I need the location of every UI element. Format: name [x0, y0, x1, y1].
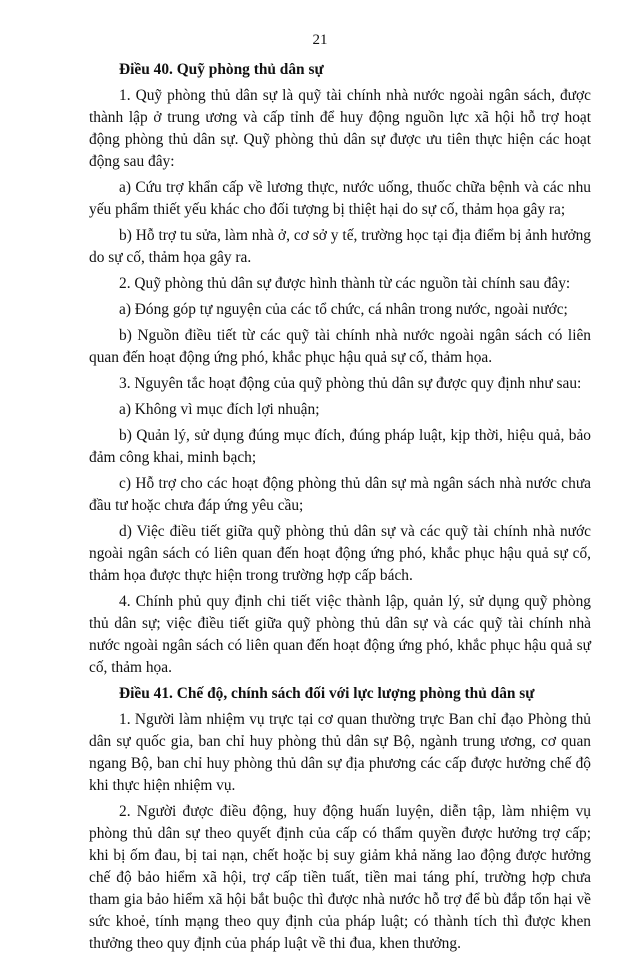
article-40-para-3d: d) Việc điều tiết giữa quỹ phòng thủ dân sự và các quỹ tài chính nhà nước ngoài ngân sách có liên quan đến hoạt động ứng phó, khắc phục hậu quả sự cố, thảm họa được thực hiện trong trường hợp cấp bách.: [89, 523, 591, 584]
article-40-para-1: 1. Quỹ phòng thủ dân sự là quỹ tài chính nhà nước ngoài ngân sách, được thành lập ở trung ương và cấp tỉnh để huy động nguồn lực xã hội hỗ trợ hoạt động phòng thủ dân sự. Quỹ phòng thủ dân sự được ưu tiên thực hiện các hoạt động sau đây:: [89, 87, 591, 170]
article-40-para-3: 3. Nguyên tắc hoạt động của quỹ phòng thủ dân sự được quy định như sau:: [119, 375, 582, 392]
document-body: [89, 59, 591, 959]
article-41-para-2: 2. Người được điều động, huy động huấn luyện, diễn tập, làm nhiệm vụ phòng thủ dân sự theo quyết định của cấp có thẩm quyền được hưởng trợ cấp; khi bị ốm đau, bị tai nạn, chết hoặc bị suy giảm khả năng lao động được hưởng chế độ bảo hiểm xã hội, trợ cấp tiền tuất, tiền mai táng phí, trường hợp chưa tham gia bảo hiểm xã hội bắt buộc thì được nhà nước hỗ trợ để bù đắp tổn hại về sức khoẻ, tính mạng theo quy định của pháp luật; có thành tích thì được khen thưởng theo quy định của pháp luật về thi đua, khen thưởng.: [89, 803, 591, 952]
article-40-para-1a: a) Cứu trợ khẩn cấp về lương thực, nước uống, thuốc chữa bệnh và các nhu yếu phẩm thiết yếu khác cho đối tượng bị thiệt hại do sự cố, thảm họa gây ra;: [89, 179, 591, 218]
article-40-para-4: 4. Chính phủ quy định chi tiết việc thành lập, quản lý, sử dụng quỹ phòng thủ dân sự; việc điều tiết giữa quỹ phòng thủ dân sự và các quỹ tài chính nhà nước ngoài ngân sách có liên quan đến hoạt động ứng phó, khắc phục hậu quả sự cố, thảm họa.: [89, 593, 591, 676]
article-40-para-2b: b) Nguồn điều tiết từ các quỹ tài chính nhà nước ngoài ngân sách có liên quan đến hoạt động ứng phó, khắc phục hậu quả sự cố, thảm họa.: [89, 327, 591, 366]
article-40-para-3b: b) Quản lý, sử dụng đúng mục đích, đúng pháp luật, kịp thời, hiệu quả, bảo đảm công khai, minh bạch;: [89, 427, 591, 466]
page-number: 21: [312, 32, 328, 48]
article-40-heading: Điều 40. Quỹ phòng thủ dân sự: [119, 61, 324, 78]
article-41-heading: Điều 41. Chế độ, chính sách đối với lực lượng phòng thủ dân sự: [119, 685, 535, 702]
article-40-para-1b: b) Hỗ trợ tu sửa, làm nhà ở, cơ sở y tế, trường học tại địa điểm bị ảnh hưởng do sự cố, thảm họa gây ra.: [89, 227, 591, 266]
article-40-para-2a: a) Đóng góp tự nguyện của các tổ chức, cá nhân trong nước, ngoài nước;: [119, 301, 568, 318]
article-41-para-1: 1. Người làm nhiệm vụ trực tại cơ quan thường trực Ban chỉ đạo Phòng thủ dân sự quốc gia, ban chỉ huy phòng thủ dân sự Bộ, ngành trung ương, cơ quan ngang Bộ, ban chỉ huy phòng thủ dân sự địa phương các cấp được hưởng chế độ khi thực hiện nhiệm vụ.: [89, 711, 591, 794]
article-40-para-3c: c) Hỗ trợ cho các hoạt động phòng thủ dân sự mà ngân sách nhà nước chưa đầu tư hoặc chưa đáp ứng yêu cầu;: [89, 475, 591, 514]
article-40-para-2: 2. Quỹ phòng thủ dân sự được hình thành từ các nguồn tài chính sau đây:: [119, 275, 571, 292]
article-40-para-3a: a) Không vì mục đích lợi nhuận;: [119, 401, 320, 418]
